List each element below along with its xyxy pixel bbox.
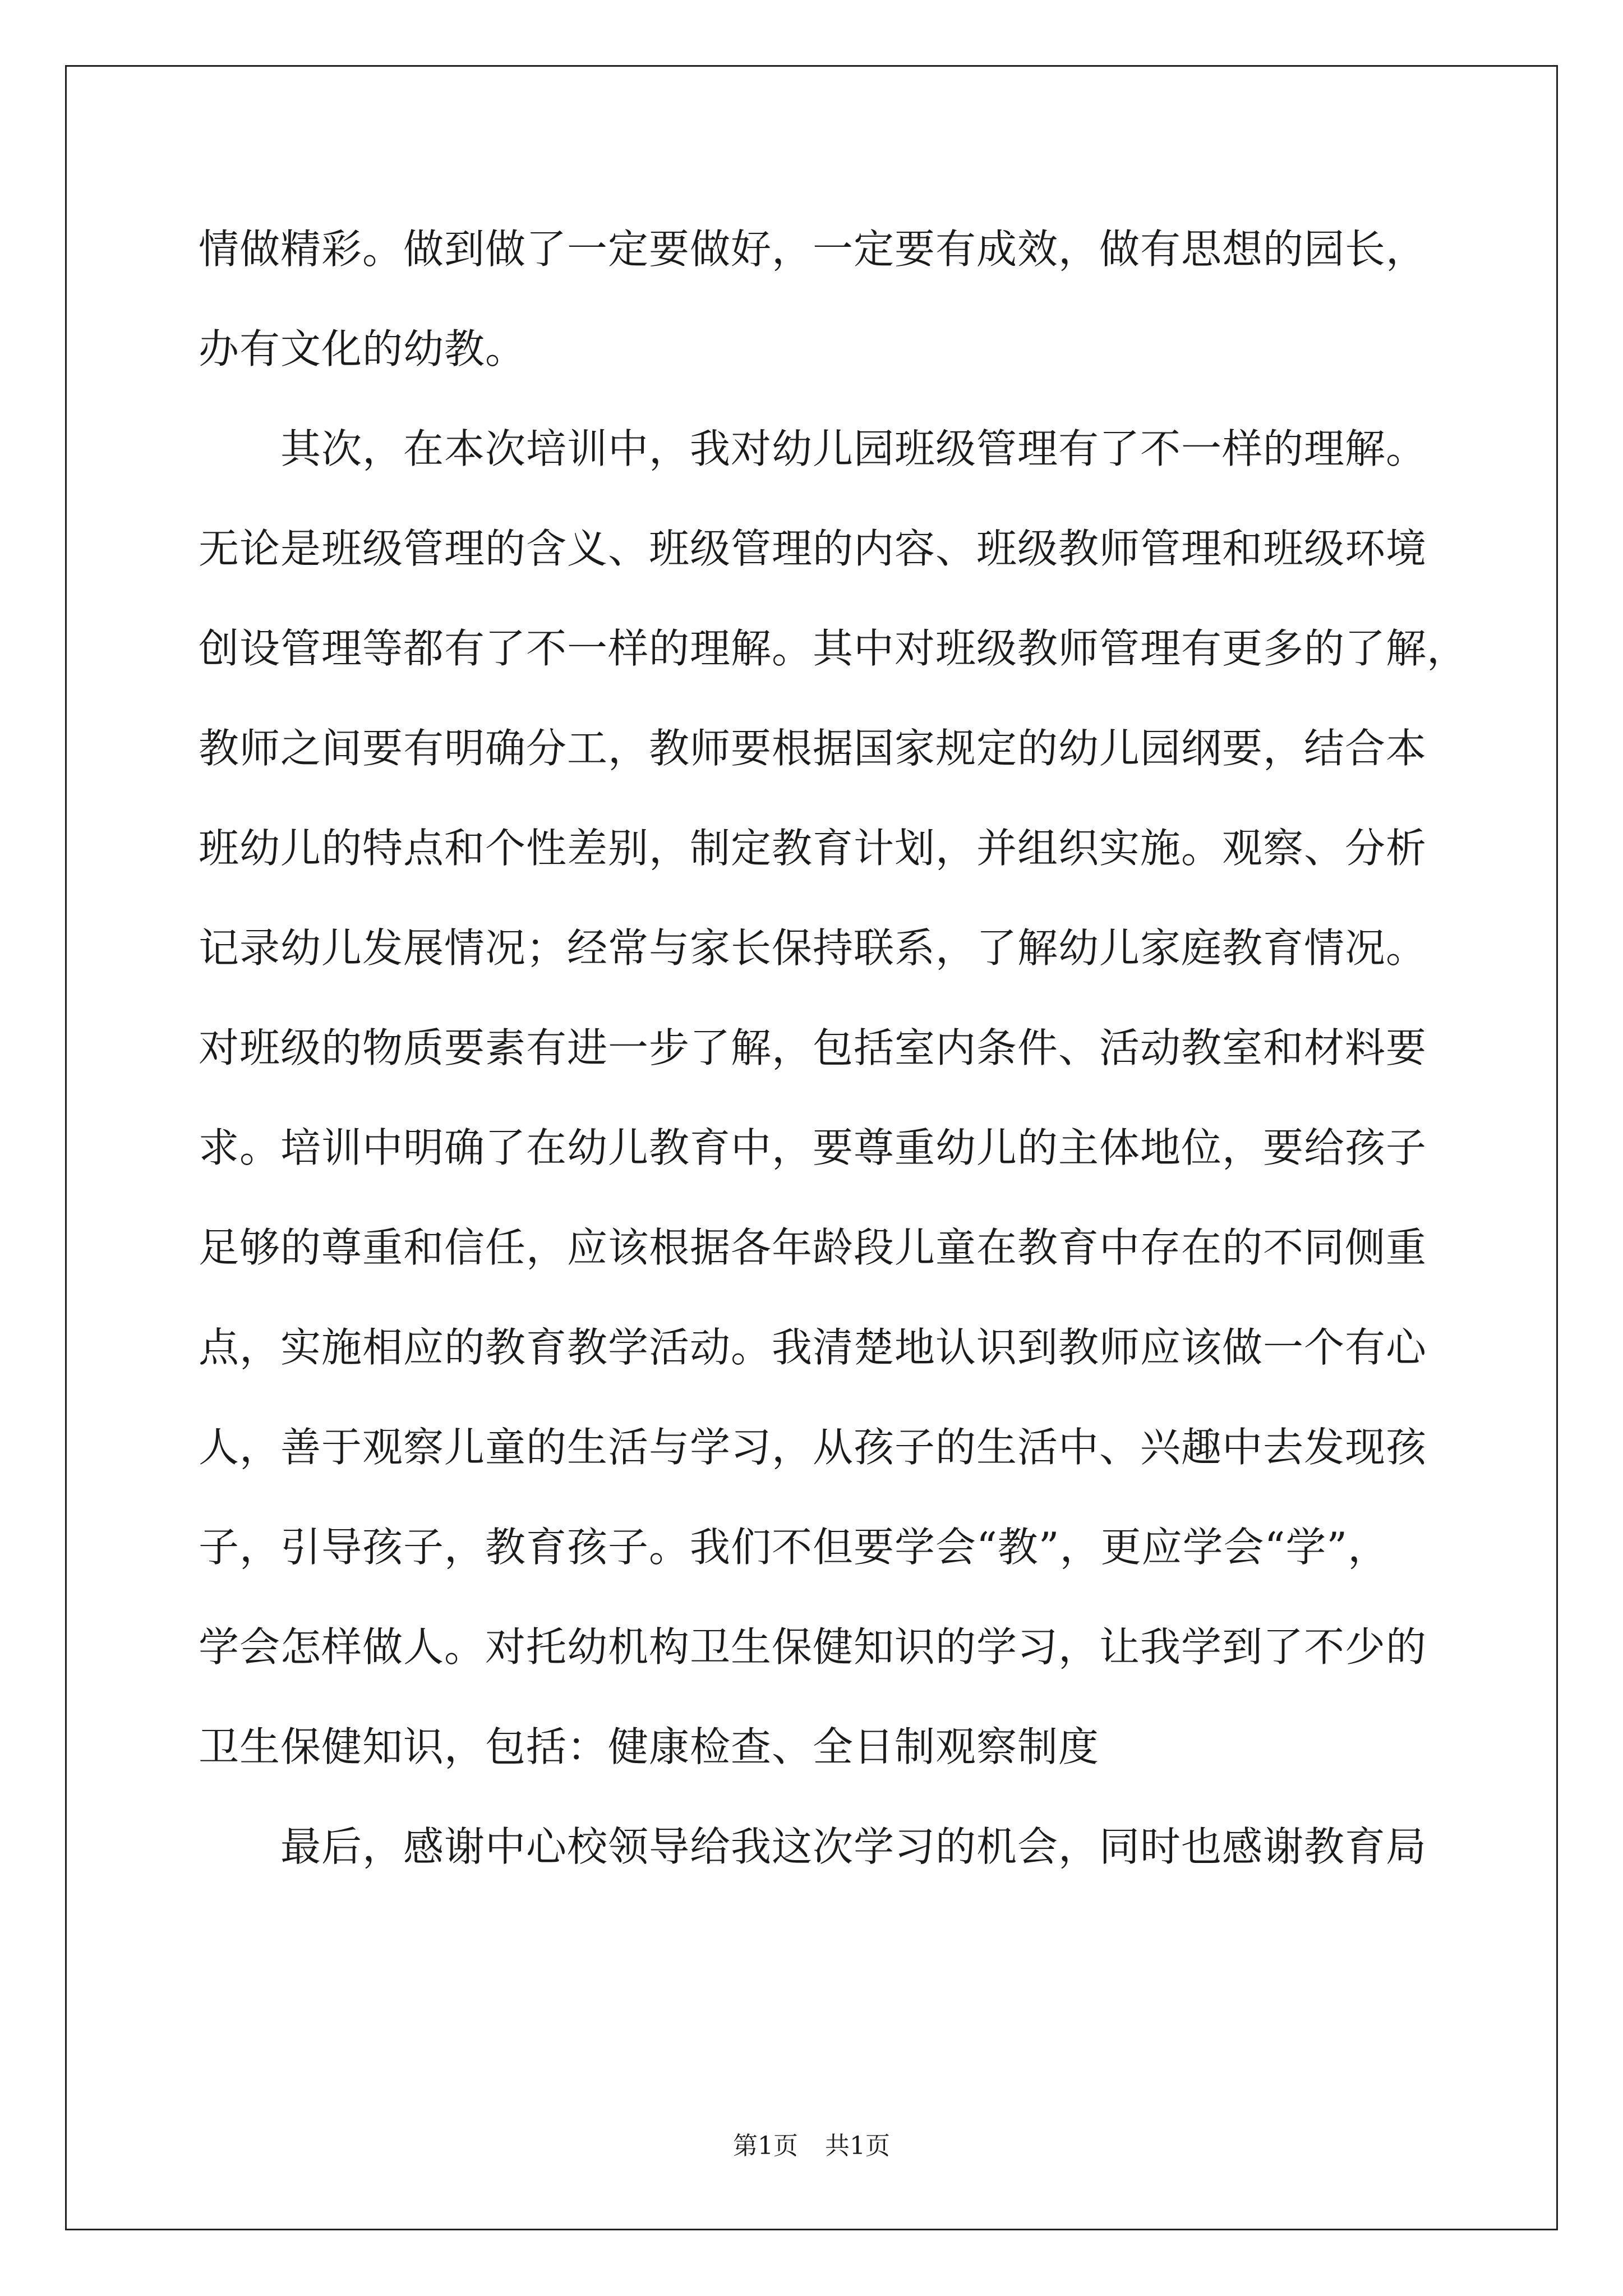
text-line-16: 卫生保健知识，包括：健康检查、全日制观察制度 [199,1723,1100,1770]
text-line-5: 创设管理等都有了不一样的理解。其中对班级教师管理有更多的了解， [199,625,1468,672]
text-line-7: 班幼儿的特点和个性差别，制定教育计划，并组织实施。观察、分析 [199,825,1427,872]
text-line-4: 无论是班级管理的含义、班级管理的内容、班级教师管理和班级环境 [199,525,1427,572]
text-line-13: 人，善于观察儿童的生活与学习，从孩子的生活中、兴趣中去发现孩 [199,1424,1427,1471]
text-line-8: 记录幼儿发展情况；经常与家长保持联系，了解幼儿家庭教育情况。 [199,924,1427,972]
text-line-2: 办有文化的幼教。 [199,325,527,372]
paragraph-start-line: 最后，感谢中心校领导给我这次学习的机会，同时也感谢教育局 [280,1823,1427,1870]
text-line-6: 教师之间要有明确分工，教师要根据国家规定的幼儿园纲要，结合本 [199,725,1427,772]
paragraph-start-line: 其次，在本次培训中，我对幼儿园班级管理有了不一样的理解。 [280,425,1427,472]
text-line-9: 对班级的物质要素有进一步了解，包括室内条件、活动教室和材料要 [199,1024,1427,1071]
text-line-10: 求。培训中明确了在幼儿教育中，要尊重幼儿的主体地位，要给孩子 [199,1124,1427,1171]
text-line-15: 学会怎样做人。对托幼机构卫生保健知识的学习，让我学到了不少的 [199,1623,1427,1671]
page-total: 共1页 [825,2132,890,2160]
text-line-12: 点，实施相应的教育教学活动。我清楚地认识到教师应该做一个有心 [199,1324,1427,1371]
page-footer [0,2129,1623,2163]
text-line-11: 足够的尊重和信任，应该根据各年龄段儿童在教育中存在的不同侧重 [199,1224,1427,1271]
page-number: 第1页 [733,2132,798,2160]
text-line-14: 子，引导孩子，教育孩子。我们不但要学会“教”，更应学会“学”， [199,1524,1389,1571]
text-line-1: 情做精彩。做到做了一定要做好，一定要有成效，做有思想的园长， [199,226,1427,273]
